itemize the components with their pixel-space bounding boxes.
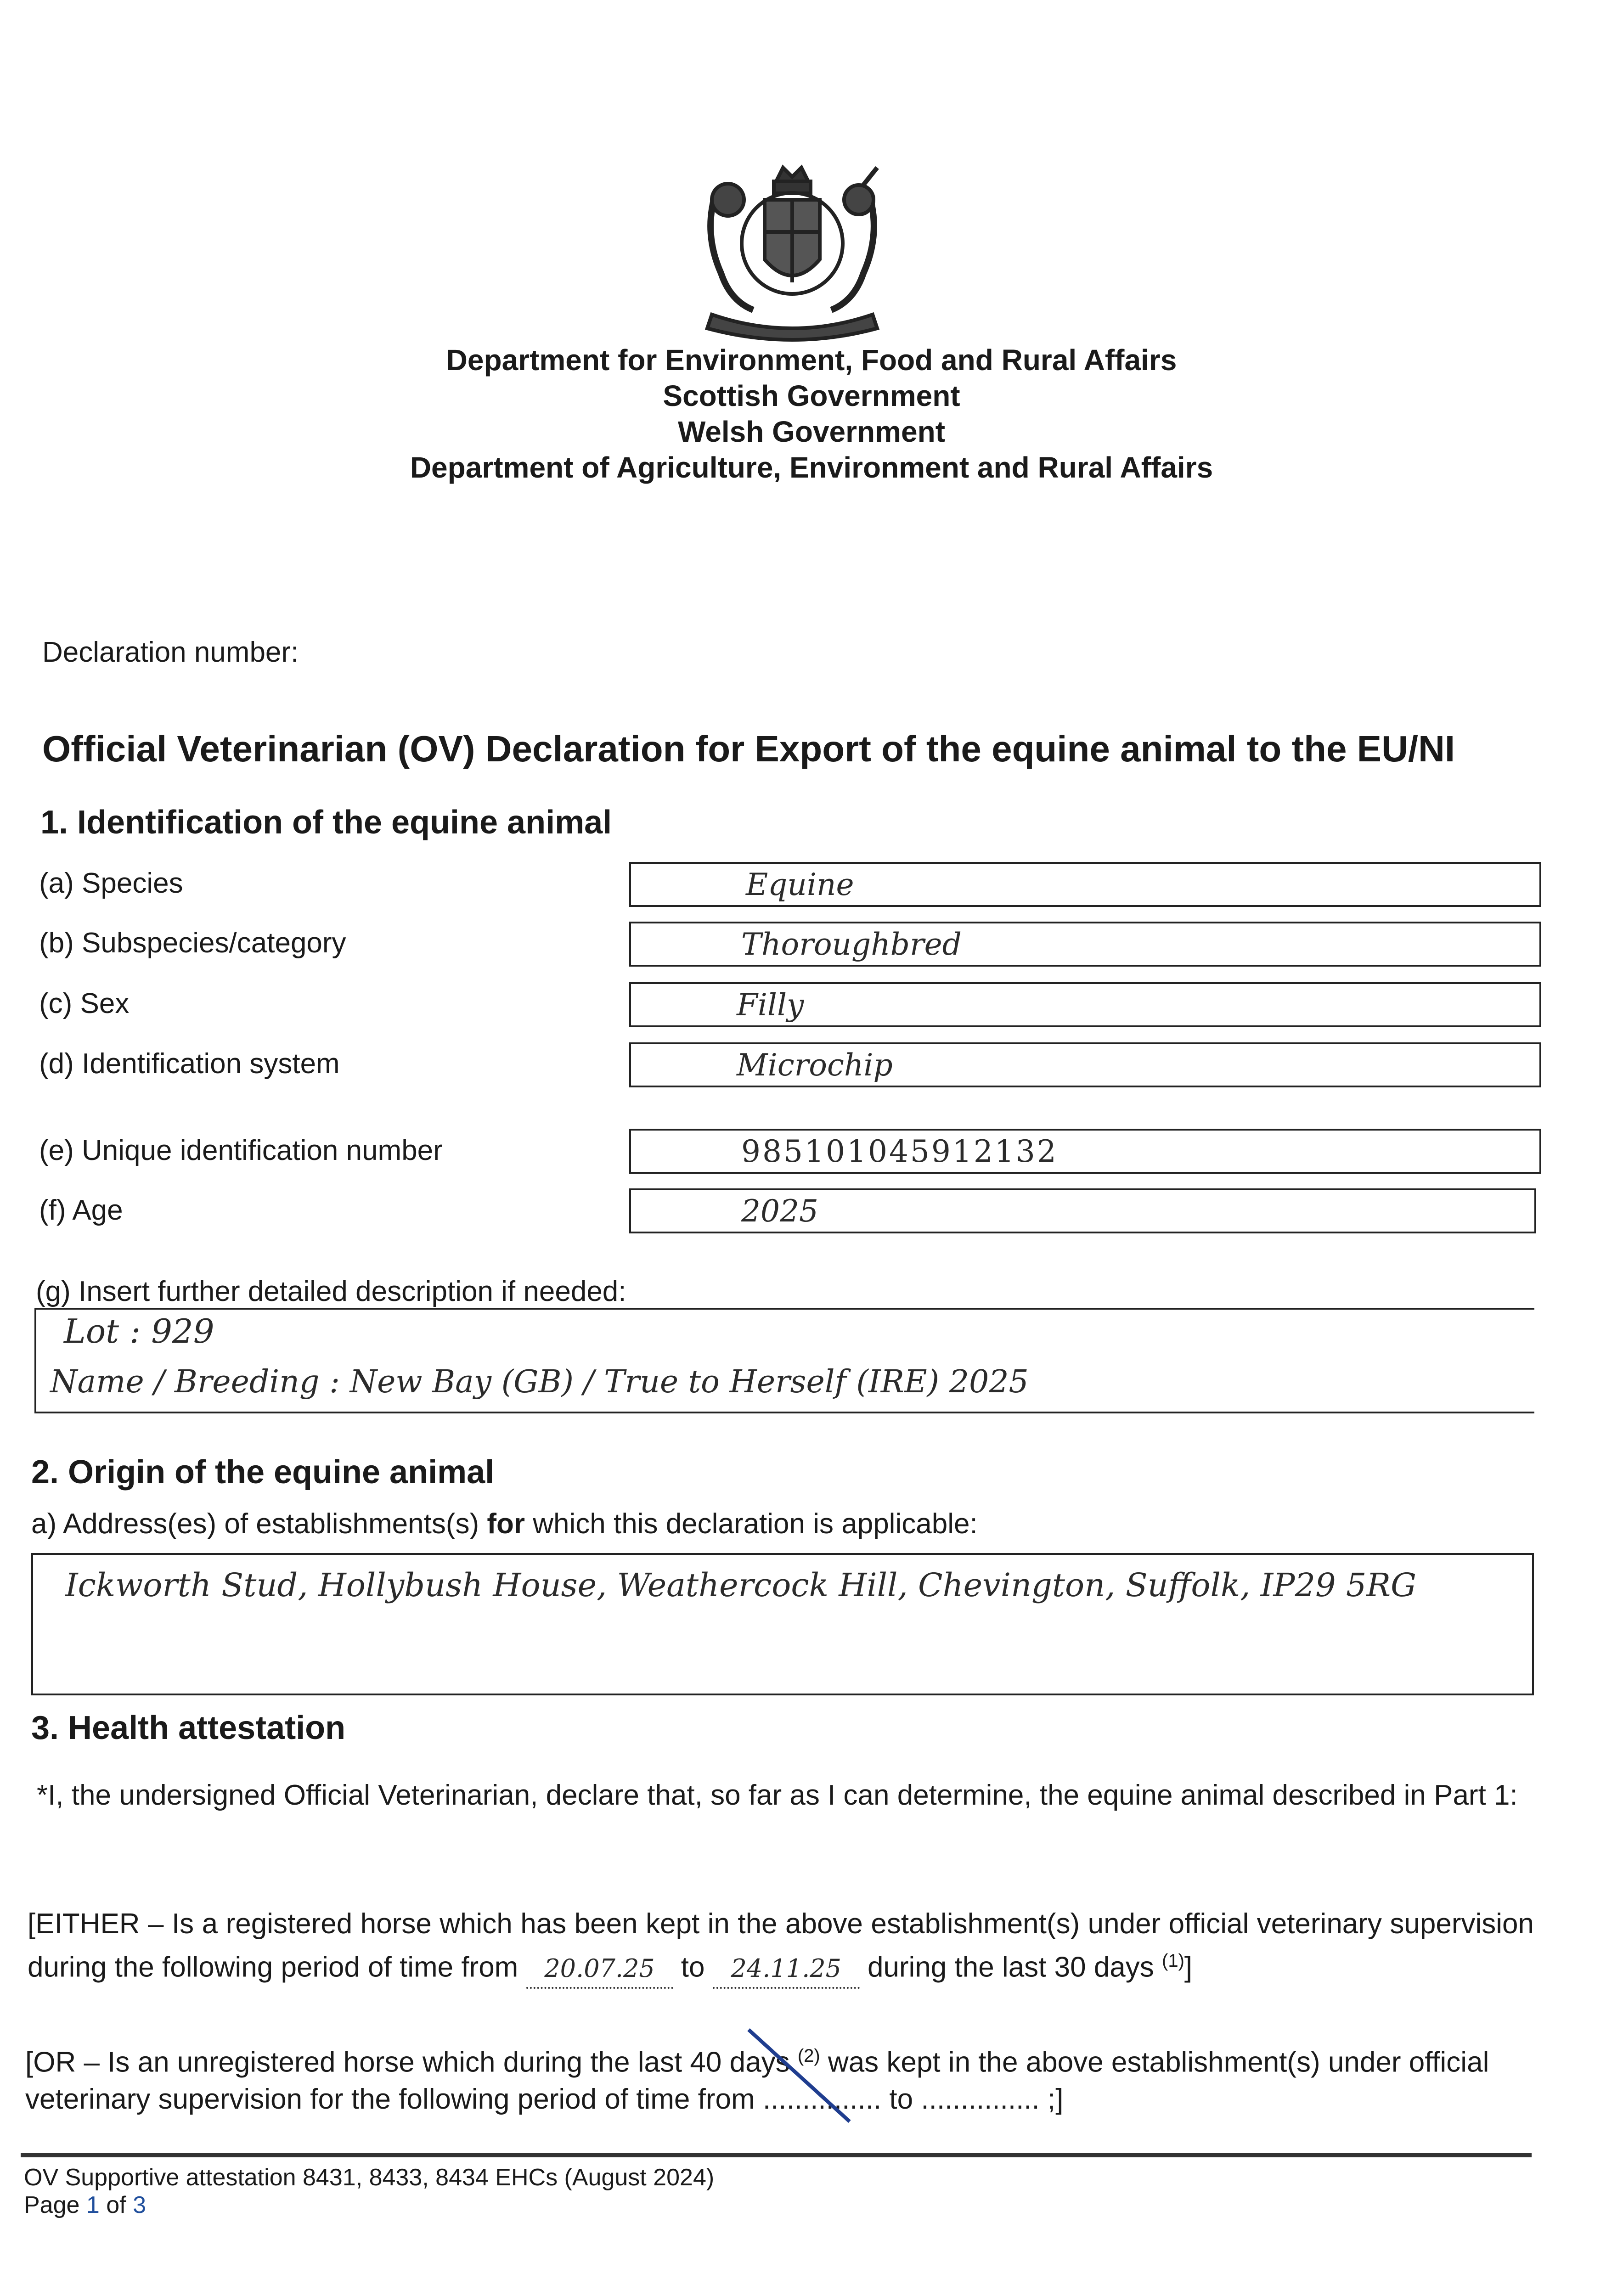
document-title: Official Veterinarian (OV) Declaration for Export of the equine animal to the EU/NI: [42, 728, 1455, 769]
attestation-intro: *I, the undersigned Official Veterinarian, declare that, so far as I can determine, the equine animal described in Part 1:: [37, 1779, 1518, 1811]
page-of: of: [99, 2192, 133, 2218]
species-field[interactable]: [629, 862, 1541, 907]
subspecies-value: Thoroughbred: [741, 927, 962, 962]
either-end-bracket: ]: [1184, 1951, 1193, 1983]
species-value: Equine: [746, 867, 854, 902]
further-description-line-2: Name / Breeding : New Bay (GB) / True to Herself (IRE) 2025: [50, 1364, 1029, 1400]
address-value: Ickworth Stud, Hollybush House, Weathercock Hill, Chevington, Suffolk, IP29 5RG: [65, 1566, 1417, 1604]
section3-heading: 3. Health attestation: [31, 1710, 346, 1746]
subspecies-field[interactable]: [629, 922, 1541, 967]
unique-id-value: 985101045912132: [741, 1134, 1058, 1169]
either-footnote-ref: (1): [1162, 1951, 1184, 1971]
address-label: [31, 1508, 978, 1540]
age-field[interactable]: [629, 1188, 1536, 1233]
unique-id-field[interactable]: [629, 1129, 1541, 1174]
department-welsh-government: Welsh Government: [677, 415, 946, 448]
further-description-line-1: Lot : 929: [64, 1312, 214, 1351]
or-text-end: was kept in the above establishment(s) under official veterinary supervision for the following period of time from ............... to ............... ;]: [25, 2046, 1489, 2115]
or-text: [OR – Is an unregistered horse which during the last 40 days: [25, 2046, 798, 2078]
page-word: Page: [24, 2192, 86, 2218]
either-from-date[interactable]: 20.07.25: [526, 1950, 673, 1989]
or-footnote-ref: (2): [797, 2046, 820, 2066]
page-current: 1: [86, 2192, 100, 2218]
species-label: (a) Species: [39, 867, 183, 899]
further-description-field[interactable]: [34, 1308, 1534, 1413]
footer-reference: OV Supportive attestation 8431, 8433, 8434 EHCs (August 2024): [24, 2164, 715, 2191]
department-scottish-government: Scottish Government: [663, 379, 960, 412]
identification-system-value: Microchip: [737, 1047, 893, 1083]
declaration-number-label: Declaration number:: [42, 636, 299, 668]
identification-system-field[interactable]: [629, 1042, 1541, 1087]
department-defra: Department for Environment, Food and Rural Affairs: [446, 343, 1177, 377]
address-field[interactable]: [31, 1553, 1534, 1695]
department-daera: Department of Agriculture, Environment and Rural Affairs: [410, 451, 1213, 484]
unique-id-label: (e) Unique identification number: [39, 1135, 443, 1166]
footer-rule: [21, 2153, 1532, 2157]
section1-heading: 1. Identification of the equine animal: [40, 804, 612, 841]
address-label-bold: for: [487, 1508, 525, 1540]
sex-value: Filly: [737, 987, 804, 1023]
page-total: 3: [133, 2192, 146, 2218]
address-label-text-end: which this declaration is applicable:: [525, 1508, 978, 1540]
age-label: (f) Age: [39, 1194, 123, 1226]
further-description-label: (g) Insert further detailed description if needed:: [36, 1276, 626, 1307]
royal-coat-of-arms-icon: [684, 163, 900, 342]
sex-label: (c) Sex: [39, 988, 130, 1019]
section2-heading: 2. Origin of the equine animal: [31, 1454, 495, 1491]
either-clause: [28, 1906, 1534, 1989]
either-post-text: during the last 30 days: [859, 1951, 1162, 1983]
either-text: [EITHER – Is a registered horse which has been kept in the above establishment(s) under official veterinary supervision during the following period of time from: [28, 1908, 1534, 1983]
either-mid-text: to: [673, 1951, 713, 1983]
sex-field[interactable]: [629, 982, 1541, 1027]
strike-through-mark: [744, 2025, 854, 2126]
address-label-text: a) Address(es) of establishments(s): [31, 1508, 487, 1540]
either-to-date[interactable]: 24.11.25: [713, 1950, 860, 1989]
age-value: 2025: [741, 1193, 818, 1229]
subspecies-label: (b) Subspecies/category: [39, 927, 346, 959]
identification-system-label: (d) Identification system: [39, 1048, 340, 1080]
page-indicator: [24, 2191, 146, 2219]
